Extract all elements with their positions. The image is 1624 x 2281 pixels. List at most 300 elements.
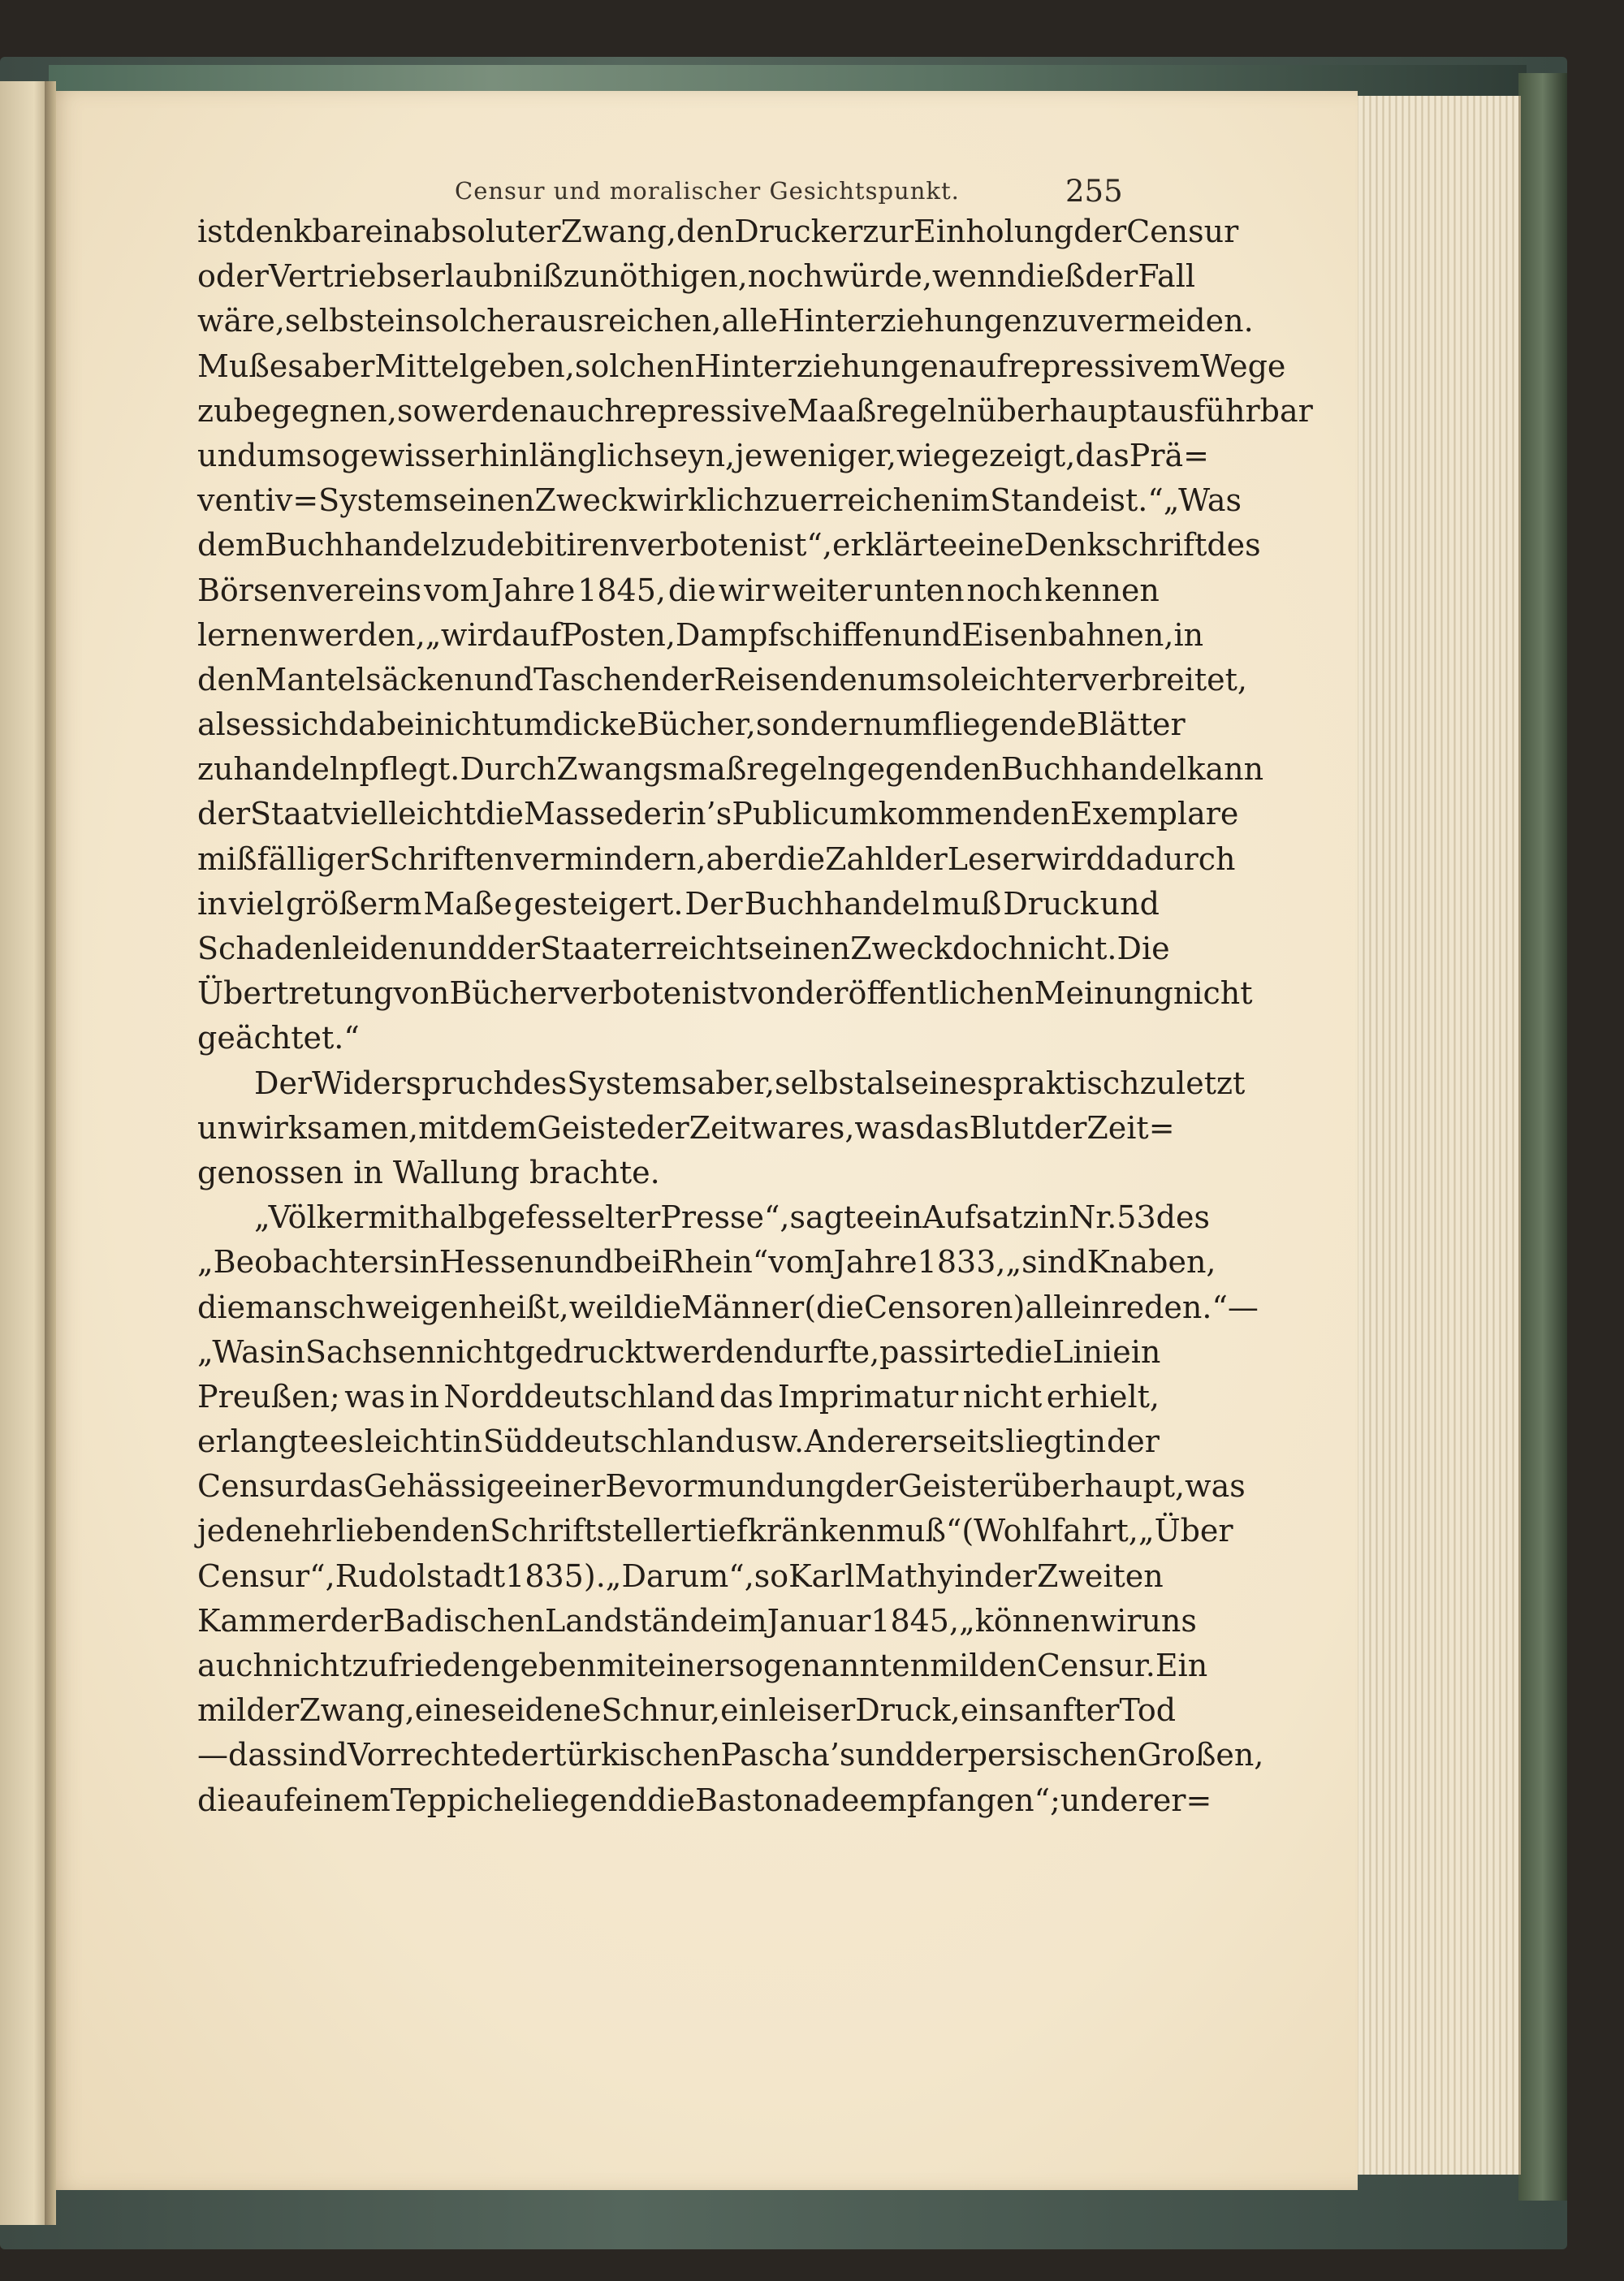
word: Pascha’s: [720, 1737, 856, 1773]
word: Schaden: [197, 931, 332, 966]
word: Linie: [1052, 1333, 1131, 1370]
word: der: [330, 1602, 383, 1639]
word: Censur.: [1036, 1648, 1155, 1683]
word: erreichen: [799, 482, 951, 519]
word: des: [1155, 1199, 1210, 1236]
word: seinen: [748, 931, 851, 966]
word: muß“: [876, 1513, 962, 1549]
word: so: [926, 661, 961, 698]
word: auf: [958, 348, 1009, 384]
word: Tod: [1119, 1692, 1177, 1729]
word: gegen: [847, 751, 944, 788]
word: war: [750, 1109, 811, 1146]
word: zufrieden: [352, 1648, 501, 1683]
word: verboten: [628, 527, 769, 564]
text-line: [197, 1285, 1259, 1330]
word: nöthigen,: [599, 258, 748, 295]
word: würde,: [823, 258, 932, 295]
word: seinen: [432, 482, 535, 519]
text-line: [197, 1733, 1264, 1778]
word: noch: [747, 258, 823, 295]
word: Zeit=: [1086, 1109, 1175, 1146]
word: usw.: [735, 1423, 805, 1460]
text-line: [197, 1240, 1216, 1285]
word: Buchhandel: [264, 527, 451, 564]
word: ausführbar: [1139, 392, 1313, 429]
word: es: [269, 348, 304, 384]
word: Badischen: [382, 1602, 546, 1639]
word: Jahre: [833, 1244, 918, 1281]
word: dicke: [552, 706, 637, 743]
text-line: [197, 1330, 1160, 1375]
word: und: [473, 661, 533, 698]
body-text: [197, 210, 1313, 1823]
word: ein: [365, 214, 413, 249]
word: zu: [1042, 303, 1078, 339]
word: um: [877, 661, 926, 698]
word: zur: [862, 214, 914, 249]
word: nicht: [962, 1378, 1043, 1415]
word: Januar: [767, 1602, 871, 1639]
word: Börsenvereins: [197, 572, 422, 608]
text-line: [197, 613, 1204, 658]
word: was: [854, 1109, 916, 1146]
word: Preußen;: [197, 1378, 340, 1415]
word: Fall: [1138, 258, 1195, 295]
word: Denkschrift: [1023, 527, 1207, 564]
word: der: [636, 1109, 689, 1146]
word: erhielt,: [1046, 1378, 1160, 1415]
word: „Was: [197, 1333, 276, 1370]
word: ehrliebenden: [283, 1513, 490, 1549]
word: absoluter: [412, 214, 561, 249]
word: kennen: [1044, 572, 1160, 608]
word: nicht: [435, 1333, 516, 1370]
word: wäre,: [197, 303, 285, 339]
word: geben,: [469, 348, 575, 384]
text-line: [197, 1419, 1160, 1464]
text-line: [197, 1688, 1177, 1733]
word: begegnen,: [233, 392, 397, 429]
word: es,: [810, 1109, 855, 1146]
word: die: [197, 1782, 245, 1818]
word: selbst: [775, 1065, 867, 1101]
word: Zwangsmaßregeln: [556, 751, 848, 788]
word: die: [197, 1289, 245, 1325]
word: die: [633, 1289, 682, 1325]
word: seidene: [481, 1692, 602, 1729]
word: Schriften: [369, 840, 515, 877]
word: Knaben,: [1086, 1244, 1216, 1281]
word: mit: [418, 1109, 470, 1146]
word: von: [393, 975, 450, 1012]
word: Publicum: [732, 796, 879, 832]
text-line: geächtet.“: [197, 1020, 360, 1056]
word: mit: [596, 1648, 648, 1683]
word: in: [409, 1378, 440, 1415]
word: Blätter: [1076, 706, 1186, 743]
word: einer: [524, 1468, 606, 1505]
word: seyn,: [654, 437, 736, 473]
word: die: [647, 1782, 696, 1818]
word: liegend: [531, 1782, 648, 1818]
book-spine-edge: [1518, 73, 1567, 2201]
word: ein: [960, 1692, 1009, 1729]
word: in: [1173, 616, 1204, 653]
word: Dampfschiffen: [675, 616, 902, 653]
word: zu: [563, 258, 600, 295]
word: Kammer: [197, 1602, 330, 1639]
word: milden: [930, 1648, 1037, 1683]
word: dieß: [1016, 258, 1086, 295]
word: Vertriebserlaubniß: [268, 258, 564, 295]
word: —: [197, 1737, 228, 1773]
word: türkischen: [554, 1737, 721, 1773]
word: (die: [804, 1289, 864, 1325]
word: Zwang,: [560, 214, 676, 249]
word: eines: [910, 1065, 993, 1101]
text-line: [197, 1375, 1160, 1419]
word: 1845,: [577, 572, 666, 608]
word: Prä=: [1129, 437, 1209, 473]
word: lernen: [197, 616, 299, 653]
word: Bastonade: [695, 1782, 860, 1818]
word: Rudolstadt: [335, 1557, 506, 1594]
word: Schriftsteller: [490, 1513, 696, 1549]
word: halbgefesselter: [419, 1199, 661, 1236]
word: größerm: [285, 885, 422, 922]
word: den: [197, 661, 256, 698]
facing-page-edge: [0, 81, 49, 2225]
word: leichter: [961, 661, 1082, 698]
word: handeln: [233, 751, 360, 788]
word: in’s: [676, 796, 732, 832]
word: „Was: [1163, 482, 1242, 519]
word: Nr.: [1068, 1199, 1117, 1236]
word: gezeigt,: [951, 437, 1076, 473]
word: ein: [377, 303, 425, 339]
text-line: [197, 1509, 1233, 1553]
word: dadurch: [1105, 840, 1236, 877]
word: mit: [368, 1199, 420, 1236]
word: vom: [424, 572, 490, 608]
text-line: [197, 702, 1186, 747]
text-line: [197, 882, 1160, 927]
word: Mathy: [854, 1557, 955, 1594]
word: die: [1004, 1333, 1053, 1370]
word: hinlänglich: [479, 437, 654, 473]
text-line: [197, 1778, 1212, 1823]
word: Taschen: [533, 661, 662, 698]
word: dem: [197, 527, 265, 564]
word: Eisenbahnen,: [961, 616, 1174, 653]
word: der: [795, 975, 849, 1012]
word: Zwang,: [299, 1692, 415, 1729]
word: —: [1227, 1289, 1259, 1325]
word: in: [1130, 1333, 1161, 1370]
word: Bücherverboten: [449, 975, 702, 1012]
word: Hinterziehungen: [777, 303, 1042, 339]
word: Aufsatz: [922, 1199, 1039, 1236]
word: zu: [450, 527, 487, 564]
word: das: [915, 1109, 970, 1146]
word: in: [197, 885, 227, 922]
word: ein: [720, 1692, 769, 1729]
word: nicht: [424, 706, 504, 743]
word: Sachsen: [304, 1333, 436, 1370]
word: Censur: [1126, 214, 1239, 249]
word: zu: [197, 392, 234, 429]
word: noch: [966, 572, 1043, 608]
word: als: [866, 1065, 911, 1101]
word: wenn: [931, 258, 1017, 295]
word: der: [983, 1557, 1037, 1594]
word: 53: [1116, 1199, 1156, 1236]
word: reden.“: [1111, 1289, 1228, 1325]
word: der: [1106, 1423, 1160, 1460]
word: alle: [721, 303, 778, 339]
word: persischen: [967, 1737, 1138, 1773]
text-line: [197, 1464, 1246, 1509]
word: der: [501, 1737, 555, 1773]
word: einem: [295, 1782, 391, 1818]
word: auf: [512, 616, 562, 653]
word: man: [244, 1289, 313, 1325]
word: weniger,: [762, 437, 896, 473]
text-line: [197, 434, 1209, 478]
word: und: [554, 1244, 614, 1281]
word: fliegende: [931, 706, 1077, 743]
word: Leser: [947, 840, 1035, 877]
word: nicht.: [1027, 931, 1117, 966]
word: es: [241, 706, 276, 743]
word: vom: [768, 1244, 834, 1281]
word: Masse: [523, 796, 624, 832]
word: der: [844, 1468, 898, 1505]
word: „können: [959, 1602, 1091, 1639]
word: verbreitet,: [1081, 661, 1248, 698]
word: der: [1073, 214, 1127, 249]
word: im: [728, 1602, 767, 1639]
word: solchen: [574, 348, 695, 384]
word: und: [197, 437, 257, 473]
word: leiden: [331, 931, 428, 966]
running-head: Censur und moralischer Gesichtspunkt.: [455, 177, 960, 205]
word: 1833,: [917, 1244, 1006, 1281]
word: der: [661, 661, 715, 698]
word: oder: [197, 258, 269, 295]
text-line: [197, 299, 1254, 343]
word: die: [475, 796, 524, 832]
word: Bevormundung: [605, 1468, 845, 1505]
word: Presse“,: [660, 1199, 790, 1236]
word: Widerspruch: [312, 1065, 513, 1101]
word: das: [719, 1378, 774, 1415]
word: ventiv=System: [197, 482, 433, 519]
word: überhaupt: [977, 392, 1140, 429]
text-line: [197, 971, 1253, 1016]
word: die: [667, 572, 716, 608]
word: jeden: [197, 1513, 283, 1549]
word: das: [228, 1737, 283, 1773]
word: vermeiden.: [1078, 303, 1254, 339]
word: sagte: [789, 1199, 875, 1236]
word: „Beobachters: [197, 1244, 410, 1281]
word: repressive: [624, 392, 788, 429]
word: sind: [282, 1737, 348, 1773]
word: Zeit: [689, 1109, 751, 1146]
word: zu: [197, 751, 234, 788]
word: der: [624, 796, 676, 832]
word: Männer: [681, 1289, 805, 1325]
word: bei: [613, 1244, 662, 1281]
word: allein: [1025, 1289, 1112, 1325]
word: so: [305, 437, 341, 473]
word: Durch: [460, 751, 557, 788]
word: wir: [1090, 1602, 1142, 1639]
word: und: [427, 931, 488, 966]
word: werden,: [298, 616, 425, 653]
word: Ein: [1155, 1648, 1208, 1683]
word: schweigen: [313, 1289, 478, 1325]
word: als: [197, 706, 242, 743]
word: Bücher,: [637, 706, 756, 743]
word: was: [1185, 1468, 1246, 1505]
word: er=: [1152, 1782, 1212, 1818]
word: Vorrechte: [347, 1737, 502, 1773]
word: Landstände: [545, 1602, 728, 1639]
text-line: [197, 792, 1239, 836]
word: des: [1207, 527, 1261, 564]
word: 1835).: [505, 1557, 606, 1594]
word: sanfter: [1008, 1692, 1120, 1729]
word: debitiren: [486, 527, 629, 564]
word: Posten,: [561, 616, 676, 653]
word: sondern: [755, 706, 883, 743]
word: Buchhandel: [1000, 751, 1187, 788]
text-line: [197, 1061, 1246, 1106]
word: der: [914, 1737, 968, 1773]
word: des: [512, 1065, 568, 1101]
page-gutter: [45, 81, 56, 2225]
word: muß: [931, 885, 1002, 922]
word: Andererseits: [804, 1423, 1005, 1460]
word: unten: [874, 572, 965, 608]
text-line: [197, 837, 1236, 882]
word: Censur: [197, 1468, 310, 1505]
word: selbst: [284, 303, 378, 339]
word: Staat: [249, 796, 333, 832]
word: kommenden: [878, 796, 1070, 832]
word: ist: [197, 214, 235, 249]
word: Gehässige: [363, 1468, 525, 1505]
word: so: [396, 392, 432, 429]
word: leicht: [364, 1423, 452, 1460]
text-line: genossen in Wallung brachte.: [197, 1154, 660, 1190]
word: repressivem: [1008, 348, 1201, 384]
word: gewisser: [340, 437, 480, 473]
word: tief: [695, 1513, 748, 1549]
text-line: [197, 747, 1264, 792]
word: Blut: [969, 1109, 1034, 1146]
text-line: [197, 1554, 1164, 1599]
word: Muß: [197, 348, 270, 384]
word: und: [901, 616, 962, 653]
word: Wege: [1200, 348, 1286, 384]
word: Druck,: [855, 1692, 961, 1729]
word: die: [777, 840, 826, 877]
word: solcher: [425, 303, 540, 339]
word: Zweiten: [1036, 1557, 1164, 1594]
word: auch: [548, 392, 624, 429]
page-number: 255: [1065, 174, 1123, 209]
word: uns: [1141, 1602, 1197, 1639]
word: mißfälliger: [197, 840, 369, 877]
word: in: [452, 1423, 483, 1460]
word: Imprimatur: [777, 1378, 959, 1415]
word: und: [855, 1737, 915, 1773]
word: werden: [655, 1333, 774, 1370]
word: überhaupt,: [1012, 1468, 1186, 1505]
word: (Wohlfahrt,: [961, 1513, 1138, 1549]
word: weil: [568, 1289, 634, 1325]
word: Censur“,: [197, 1557, 335, 1594]
word: in: [1039, 1199, 1069, 1236]
word: denkbar: [235, 214, 365, 249]
word: er: [1120, 1782, 1153, 1818]
word: Karl: [788, 1557, 855, 1594]
word: Druck: [1003, 885, 1099, 922]
word: öffentlichen: [848, 975, 1034, 1012]
word: Drucker: [734, 214, 863, 249]
word: wirklich: [637, 482, 764, 519]
word: aber,: [697, 1065, 775, 1101]
word: viel: [228, 885, 284, 922]
word: Schnur,: [601, 1692, 721, 1729]
word: aber: [706, 840, 778, 877]
word: den: [943, 751, 1001, 788]
word: der: [197, 796, 250, 832]
word: in: [1076, 1423, 1107, 1460]
word: der: [1034, 1109, 1087, 1146]
word: aber: [303, 348, 375, 384]
word: Teppiche: [390, 1782, 532, 1818]
text-line: [197, 1106, 1175, 1151]
word: das: [1075, 437, 1129, 473]
word: leiser: [768, 1692, 856, 1729]
word: Systems: [567, 1065, 698, 1101]
word: nicht: [1173, 975, 1253, 1012]
text-line: [197, 523, 1261, 568]
word: Übertretung: [197, 975, 394, 1012]
word: Maaßregeln: [787, 392, 978, 429]
word: passirte: [879, 1333, 1005, 1370]
word: sich: [275, 706, 339, 743]
word: geben: [500, 1648, 597, 1683]
word: nicht: [272, 1648, 352, 1683]
word: von: [739, 975, 796, 1012]
word: Rhein“: [661, 1244, 769, 1281]
word: erklärte: [831, 527, 958, 564]
text-line: [197, 478, 1242, 523]
text-line: [197, 344, 1286, 389]
word: im: [950, 482, 991, 519]
word: werden: [431, 392, 549, 429]
text-line: [197, 254, 1195, 299]
word: Einholung: [913, 214, 1074, 249]
word: einer: [647, 1648, 729, 1683]
text-line: [197, 389, 1313, 434]
